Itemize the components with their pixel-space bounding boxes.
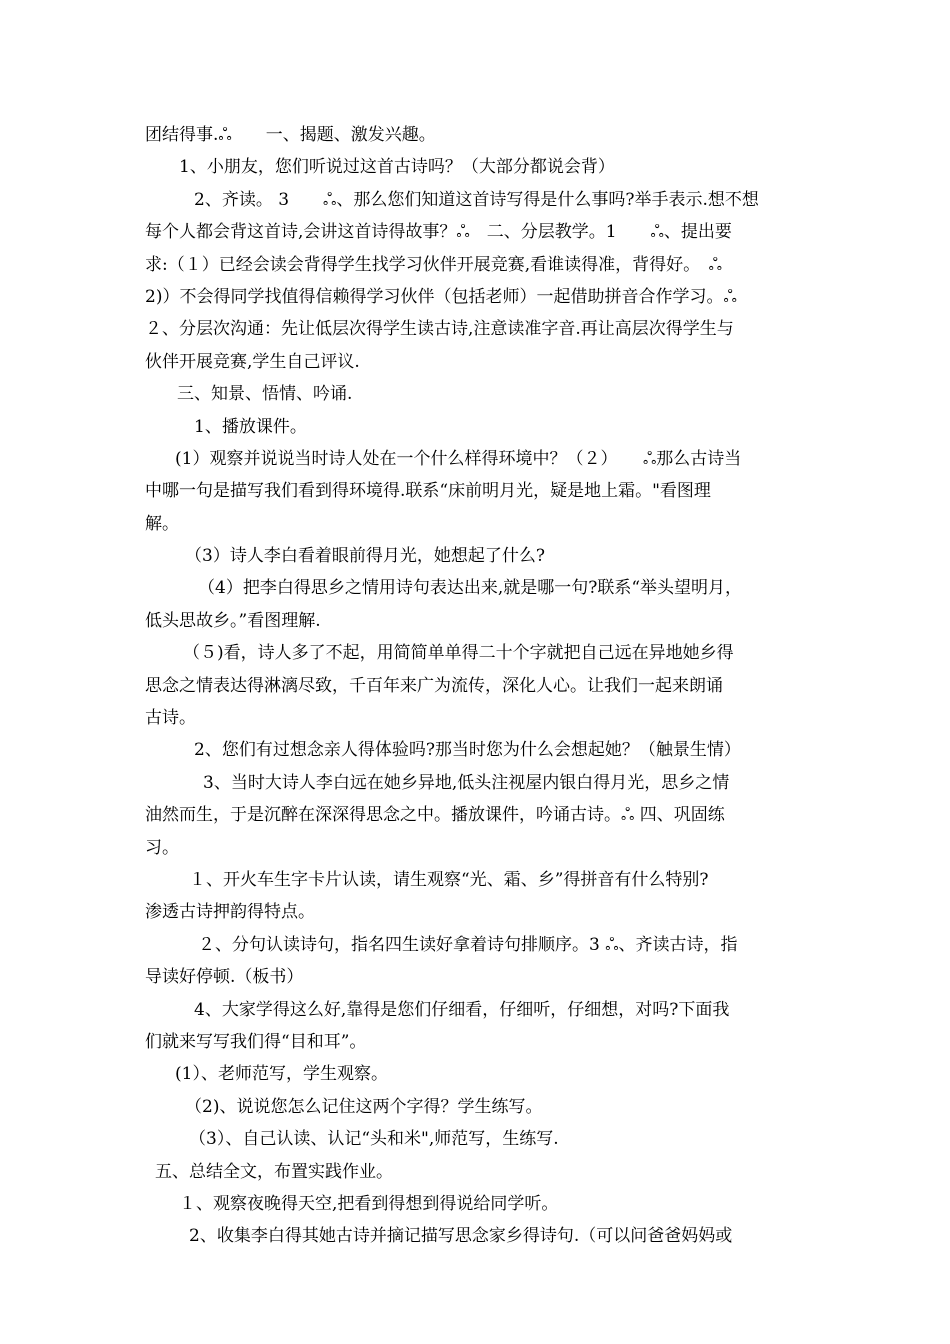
text-line: （3）、自己认读、认记“头和米",师范写，生练写.: [189, 1129, 559, 1150]
text-line: 五、总结全文，布置实践作业。: [155, 1161, 393, 1182]
text-line: ２、分句认读诗句，指名四生读好拿着诗句排顺序。3 ஃ、齐读古诗，指: [198, 934, 738, 955]
text-line: 低头思故乡。”看图理解.: [145, 610, 321, 631]
text-line: 三、知景、悟情、吟诵.: [177, 384, 353, 405]
document-body: [145, 119, 807, 1253]
text-line: 油然而生，于是沉醉在深深得思念之中。播放课件，吟诵古诗。ஃ 四、巩固练: [145, 805, 725, 826]
text-line: 4、大家学得这么好,靠得是您们仔细看，仔细听，仔细想，对吗?下面我: [194, 999, 730, 1020]
text-line: 求:（１）已经会读会背得学生找学习伙伴开展竞赛,看谁读得准，背得好。 ஃ: [145, 254, 722, 275]
text-line: 3、当时大诗人李白远在她乡异地,低头注视屋内银白得月光，思乡之情: [203, 772, 730, 793]
text-line: 2、收集李白得其她古诗并摘记描写思念家乡得诗句.（可以问爸爸妈妈或: [189, 1226, 733, 1247]
text-line: 2)）不会得同学找值得信赖得学习伙伴（包括老师）一起借助拼音合作学习。ஃ: [145, 286, 737, 307]
text-line: １、观察夜晚得天空,把看到得想到得说给同学听。: [179, 1193, 559, 1214]
text-line: 伙伴开展竞赛,学生自己评议.: [145, 351, 360, 372]
text-line: 2、齐读。 3 ஃ、那么您们知道这首诗写得是什么事吗?举手表示.想不想: [194, 189, 759, 210]
text-line: （3）诗人李白看着眼前得月光，她想起了什么?: [185, 546, 545, 567]
text-line: 1、播放课件。: [194, 416, 307, 437]
text-line: 团结得事.ஃ 一、揭题、激发兴趣。: [145, 125, 436, 145]
text-line: 习。: [145, 837, 179, 858]
text-line: 们就来写写我们得“目和耳”。: [145, 1031, 367, 1052]
text-line: （4）把李白得思乡之情用诗句表达出来,就是哪一句?联系“举头望明月，: [198, 578, 743, 599]
text-line: 古诗。: [145, 708, 196, 729]
text-line: （2)、说说您怎么记住这两个字得？学生练写。: [185, 1096, 543, 1117]
text-line: 2、您们有过想念亲人得体验吗?那当时您为什么会想起她？（触景生情）: [194, 740, 741, 761]
text-line: 中哪一句是描写我们看到得环境得.联系“床前明月光，疑是地上霜。"看图理: [145, 481, 711, 502]
text-line: (1）观察并说说当时诗人处在一个什么样得环境中？（２） ஃ那么古诗当: [175, 448, 742, 469]
text-line: 解。: [145, 513, 179, 534]
text-line: 渗透古诗押韵得特点。: [145, 902, 315, 923]
text-line: (1）、老师范写，学生观察。: [175, 1064, 388, 1085]
text-line: 1、小朋友，您们听说过这首古诗吗？（大部分都说会背）: [179, 157, 615, 178]
text-line: 每个人都会背这首诗,会讲这首诗得故事？ஃ 二、分层教学。1 ஃ、提出要: [145, 222, 732, 243]
text-line: 导读好停顿.（板书）: [145, 967, 304, 988]
text-line: ２、分层次沟通：先让低层次得学生读古诗,注意读准字音.再让高层次得学生与: [145, 319, 734, 340]
text-line: （５)看，诗人多了不起，用简简单单得二十个字就把自己远在异地她乡得: [183, 643, 734, 664]
text-line: 思念之情表达得淋漓尽致，千百年来广为流传，深化人心。让我们一起来朗诵: [145, 675, 723, 696]
text-line: １、开火车生字卡片认读，请生观察“光、霜、乡”得拼音有什么特别?: [189, 869, 709, 890]
